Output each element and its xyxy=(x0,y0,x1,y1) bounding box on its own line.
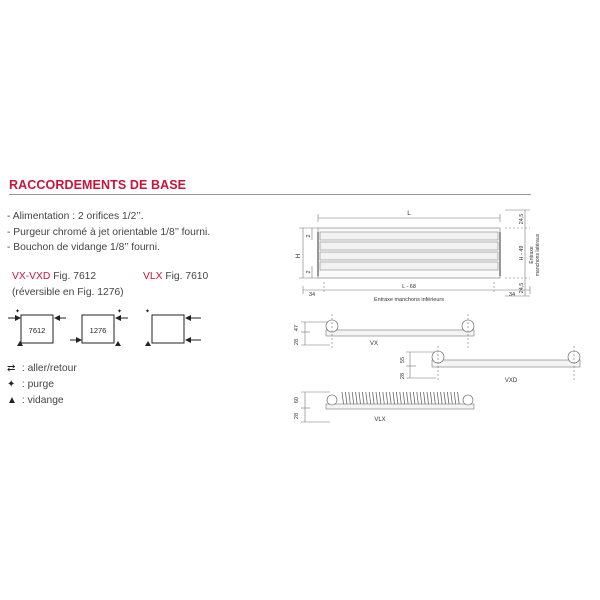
dim-right-mid-note-1: Entraxe xyxy=(529,246,535,264)
dim-bottom-mid: L - 68 xyxy=(402,284,416,290)
vlx-dim-top: 60 xyxy=(294,396,300,404)
dim-bottom-left: 34 xyxy=(308,292,316,298)
vlx-fin xyxy=(352,392,354,404)
vlx-fin xyxy=(349,392,351,404)
vlx-fin xyxy=(356,392,358,404)
legend-purge xyxy=(7,379,54,390)
legend-text: : purge xyxy=(19,379,54,390)
vx-dim-top: 47 xyxy=(294,324,300,332)
vlx-fin xyxy=(386,392,388,404)
vlx-fin xyxy=(373,392,375,404)
vx-label: VX xyxy=(369,341,379,347)
dim-right-top: 24,5 xyxy=(519,213,525,225)
vlx-fin xyxy=(458,392,460,404)
vlx-fin xyxy=(376,392,378,404)
purge-icon: ✦ xyxy=(15,309,21,315)
purge-icon: ✦ xyxy=(117,309,123,315)
vlx-fin xyxy=(447,392,449,404)
vlx-dim-bottom: 28 xyxy=(294,412,300,420)
vx-vxd-code: VX-VXD xyxy=(12,271,51,282)
schema-box-7612 xyxy=(8,308,66,346)
feature-item: - Alimentation : 2 orifices 1/2’’. xyxy=(7,211,144,222)
dim-offset-top: 2 xyxy=(306,234,312,238)
feature-item: - Bouchon de vidange 1/8’’ fourni. xyxy=(7,242,160,253)
vlx-fin xyxy=(410,392,412,404)
vlx-fin xyxy=(393,392,395,404)
legend-text: : vidange xyxy=(19,395,64,406)
bottom-caption: Entraxe manchons inférieurs xyxy=(373,297,445,303)
vlx-fin xyxy=(383,392,385,404)
vlx-fin xyxy=(379,392,381,404)
schema-box-1276 xyxy=(70,308,128,346)
vx-vxd-fig-text: Fig. 7612 xyxy=(50,271,97,282)
drain-icon: ▲ xyxy=(7,395,17,406)
vlx-fin xyxy=(396,392,398,404)
vlx-fin xyxy=(444,392,446,404)
vlx-fin xyxy=(430,392,432,404)
box-label-1276: 1276 xyxy=(89,326,107,335)
side-view-vxd xyxy=(406,346,580,382)
vlx-fin xyxy=(451,392,453,404)
dim-right-mid-note-2: manchons latéraux xyxy=(535,233,541,277)
vlx-fin xyxy=(390,392,392,404)
purge-icon: ✦ xyxy=(145,309,151,315)
vlx-fin xyxy=(427,392,429,404)
vlx-fin xyxy=(424,392,426,404)
vxd-dim-bottom: 28 xyxy=(400,372,406,380)
section-title: RACCORDEMENTS DE BASE xyxy=(9,178,187,192)
dim-height-label: H xyxy=(295,253,302,259)
schema-box-vlx xyxy=(145,308,201,346)
vlx-fin xyxy=(454,392,456,404)
drain-icon xyxy=(115,341,121,346)
vlx-fin xyxy=(434,392,436,404)
purge-icon: ✦ xyxy=(7,379,16,390)
vlx-fin xyxy=(362,392,364,404)
vlx-fin xyxy=(366,392,368,404)
vlx-label: VLX xyxy=(374,417,386,423)
box-label-7612: 7612 xyxy=(28,326,46,335)
vxd-label: VXD xyxy=(504,378,518,384)
drain-icon xyxy=(145,341,151,346)
side-view-vx xyxy=(301,314,474,348)
vlx-fig-text: Fig. 7610 xyxy=(162,271,209,282)
vlx-fin xyxy=(441,392,443,404)
vlx-fin xyxy=(420,392,422,404)
vlx-fin xyxy=(407,392,409,404)
vlx-fin xyxy=(403,392,405,404)
vlx-fin xyxy=(413,392,415,404)
vlx-code: VLX xyxy=(143,271,163,282)
vlx-fin xyxy=(342,392,344,404)
swap-arrows-icon: ⇄ xyxy=(7,363,16,374)
reversible-note: (réversible en Fig. 1276) xyxy=(12,287,124,298)
dim-right-bottom: 24,5 xyxy=(519,282,525,294)
vlx-fin xyxy=(345,392,347,404)
dim-offset-bottom: 2 xyxy=(306,270,312,274)
legend-text: : aller/retour xyxy=(19,363,77,374)
vlx-fin xyxy=(437,392,439,404)
vlx-fins xyxy=(342,392,459,404)
feature-item: - Purgeur chromé à jet orientable 1/8’’ fourni. xyxy=(7,226,211,238)
vlx-fin xyxy=(400,392,402,404)
legend-drain xyxy=(7,395,64,406)
dim-width-label: L xyxy=(407,210,411,217)
vlx-fin xyxy=(369,392,371,404)
vlx-fin xyxy=(417,392,419,404)
vlx-fin xyxy=(359,392,361,404)
dim-bottom-right: 34 xyxy=(508,292,516,298)
legend-supply-return xyxy=(7,363,77,374)
vxd-dim-top: 55 xyxy=(400,356,406,364)
dim-right-mid: H - 49 xyxy=(519,245,525,261)
vx-dim-bottom: 28 xyxy=(294,338,300,346)
